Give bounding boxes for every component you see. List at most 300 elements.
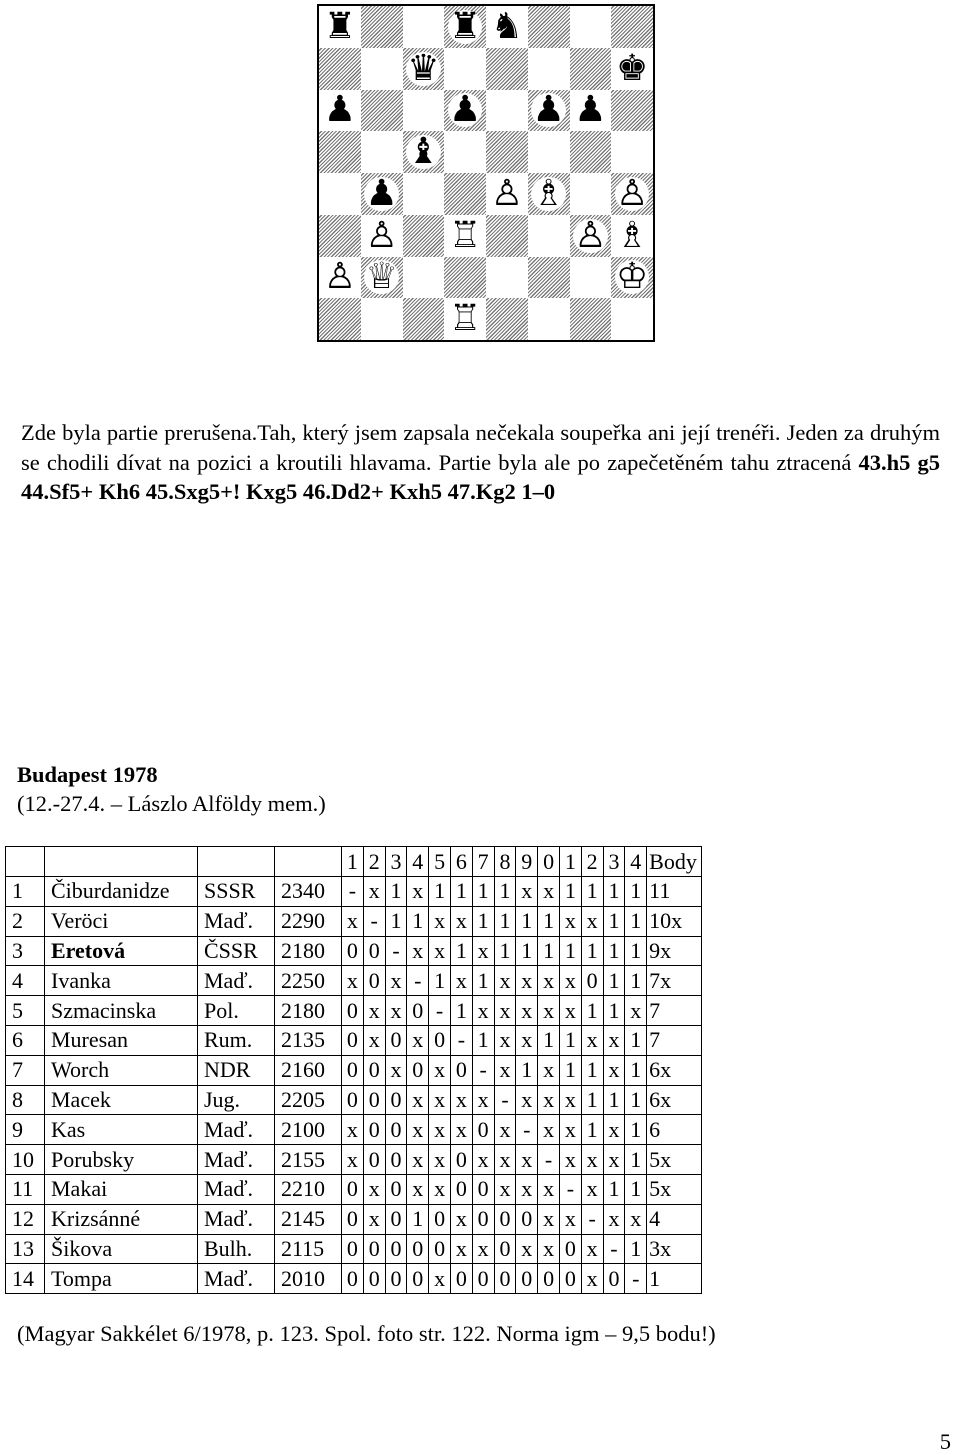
square-h5 (611, 131, 653, 173)
piece-glyph: ♟ (574, 89, 607, 131)
result-cell: 0 (363, 1055, 385, 1085)
square-h6 (611, 90, 653, 132)
result-cell: 0 (494, 1264, 516, 1294)
result-cell: x (538, 1115, 560, 1145)
square-b7 (361, 48, 403, 90)
result-cell: 1 (429, 877, 451, 907)
result-cell: 1 (581, 936, 603, 966)
result-cell: 1 (581, 1085, 603, 1115)
result-cell: - (625, 1264, 647, 1294)
piece-glyph: ♔ (615, 256, 649, 298)
result-cell: 1 (450, 877, 472, 907)
result-cell: x (472, 1234, 494, 1264)
result-cell: 1 (538, 936, 560, 966)
tournament-subtitle: (12.-27.4. – Lászlo Alföldy mem.) (17, 791, 326, 816)
player-name: Veröci (45, 906, 198, 936)
piece-glyph: ♟ (323, 89, 357, 131)
square-c3 (403, 215, 445, 257)
result-cell: 1 (581, 877, 603, 907)
player-number: 2 (6, 906, 45, 936)
player-country: SSSR (198, 877, 275, 907)
piece-glyph: ♜ (448, 5, 482, 47)
square-e5 (486, 131, 528, 173)
result-cell: 0 (472, 1115, 494, 1145)
piece-h7 (611, 48, 653, 90)
player-country: Maď. (198, 1174, 275, 1204)
result-cell: 1 (603, 1174, 625, 1204)
player-points: 3x (647, 1234, 702, 1264)
result-cell: - (472, 1055, 494, 1085)
result-cell: 1 (516, 936, 538, 966)
result-cell: 0 (385, 1204, 407, 1234)
result-cell: 1 (625, 936, 647, 966)
piece-a8 (319, 6, 361, 48)
result-cell: x (342, 1115, 364, 1145)
table-row (6, 1204, 702, 1234)
result-cell: 0 (407, 1234, 429, 1264)
player-number: 8 (6, 1085, 45, 1115)
result-cell: - (342, 877, 364, 907)
result-cell: x (363, 1174, 385, 1204)
result-cell: 0 (450, 1145, 472, 1175)
player-points: 6x (647, 1085, 702, 1115)
chess-diagram (317, 4, 655, 342)
player-country: NDR (198, 1055, 275, 1085)
result-cell: 1 (385, 906, 407, 936)
square-e2 (486, 257, 528, 299)
result-cell: 0 (450, 1174, 472, 1204)
square-b6 (361, 90, 403, 132)
player-country: Maď. (198, 966, 275, 996)
player-rating: 2205 (275, 1085, 342, 1115)
table-row (6, 1234, 702, 1264)
header-round: 1 (342, 847, 364, 877)
square-f5 (528, 131, 570, 173)
table-row (6, 906, 702, 936)
result-cell: x (494, 996, 516, 1026)
result-cell: x (581, 1025, 603, 1055)
result-cell: 0 (363, 1264, 385, 1294)
player-number: 12 (6, 1204, 45, 1234)
piece-d3 (444, 215, 486, 257)
result-cell: 1 (407, 906, 429, 936)
square-c2 (403, 257, 445, 299)
player-rating: 2115 (275, 1234, 342, 1264)
result-cell: 0 (363, 966, 385, 996)
square-h1 (611, 298, 653, 340)
result-cell: x (494, 1025, 516, 1055)
piece-h2 (611, 257, 653, 299)
square-g8 (570, 6, 612, 48)
player-points: 10x (647, 906, 702, 936)
result-cell: 0 (472, 1204, 494, 1234)
player-number: 6 (6, 1025, 45, 1055)
player-country: Maď. (198, 1115, 275, 1145)
result-cell: x (363, 1204, 385, 1234)
header-round: 2 (363, 847, 385, 877)
square-f7 (528, 48, 570, 90)
player-points: 1 (647, 1264, 702, 1294)
result-cell: 0 (342, 1234, 364, 1264)
piece-d8 (444, 6, 486, 48)
result-cell: - (407, 966, 429, 996)
result-cell: 1 (603, 996, 625, 1026)
player-points: 4 (647, 1204, 702, 1234)
header-blank (45, 847, 198, 877)
result-cell: 1 (516, 1055, 538, 1085)
piece-glyph: ♚ (615, 47, 649, 89)
result-cell: x (363, 1025, 385, 1055)
result-cell: 0 (494, 1234, 516, 1264)
player-name: Kas (45, 1115, 198, 1145)
result-cell: x (429, 1085, 451, 1115)
result-cell: x (385, 966, 407, 996)
piece-glyph: ♟ (532, 89, 565, 131)
result-cell: x (450, 1085, 472, 1115)
piece-e8 (486, 6, 528, 48)
result-cell: x (363, 996, 385, 1026)
square-g1 (570, 298, 612, 340)
piece-c7 (403, 48, 445, 90)
result-cell: 1 (581, 996, 603, 1026)
result-cell: x (603, 1145, 625, 1175)
result-cell: 0 (429, 1204, 451, 1234)
result-cell: x (625, 1204, 647, 1234)
result-cell: x (407, 1025, 429, 1055)
result-cell: 0 (363, 1085, 385, 1115)
result-cell: - (538, 1145, 560, 1175)
player-name: Tompa (45, 1264, 198, 1294)
result-cell: x (603, 1115, 625, 1145)
player-name: Macek (45, 1085, 198, 1115)
result-cell: 1 (450, 996, 472, 1026)
result-cell: 0 (538, 1264, 560, 1294)
table-row (6, 1025, 702, 1055)
player-number: 9 (6, 1115, 45, 1145)
result-cell: x (363, 877, 385, 907)
player-name: Krizsánné (45, 1204, 198, 1234)
result-cell: 0 (494, 1204, 516, 1234)
result-cell: 1 (625, 1174, 647, 1204)
square-h8 (611, 6, 653, 48)
result-cell: 1 (385, 877, 407, 907)
header-round: 5 (429, 847, 451, 877)
result-cell: 1 (625, 1085, 647, 1115)
player-number: 3 (6, 936, 45, 966)
square-a7 (319, 48, 361, 90)
result-cell: 0 (342, 1085, 364, 1115)
result-cell: 1 (625, 1145, 647, 1175)
result-cell: x (516, 1174, 538, 1204)
result-cell: x (407, 1115, 429, 1145)
result-cell: - (363, 906, 385, 936)
piece-a2 (319, 257, 361, 299)
result-cell: x (429, 1115, 451, 1145)
result-cell: - (385, 936, 407, 966)
table-row (6, 1085, 702, 1115)
result-cell: x (538, 1085, 560, 1115)
square-a5 (319, 131, 361, 173)
result-cell: 1 (603, 936, 625, 966)
header-round: 3 (385, 847, 407, 877)
player-points: 11 (647, 877, 702, 907)
result-cell: x (538, 1174, 560, 1204)
player-rating: 2145 (275, 1204, 342, 1234)
result-cell: 1 (625, 906, 647, 936)
piece-d1 (444, 298, 486, 340)
player-number: 10 (6, 1145, 45, 1175)
piece-glyph: ♙ (574, 214, 607, 256)
result-cell: x (516, 1145, 538, 1175)
result-cell: x (429, 906, 451, 936)
result-cell: 1 (559, 1025, 581, 1055)
player-rating: 2135 (275, 1025, 342, 1055)
result-cell: 1 (472, 966, 494, 996)
square-f3 (528, 215, 570, 257)
result-cell: 0 (385, 1025, 407, 1055)
result-cell: 0 (342, 1174, 364, 1204)
piece-h3 (611, 215, 653, 257)
result-cell: x (472, 936, 494, 966)
page-number: 5 (939, 1429, 951, 1454)
result-cell: x (603, 1204, 625, 1234)
result-cell: 1 (559, 936, 581, 966)
result-cell: x (516, 996, 538, 1026)
piece-a6 (319, 90, 361, 132)
player-name: Šikova (45, 1234, 198, 1264)
result-cell: 1 (625, 1115, 647, 1145)
result-cell: 0 (559, 1234, 581, 1264)
result-cell: x (516, 1234, 538, 1264)
square-e3 (486, 215, 528, 257)
result-cell: x (625, 996, 647, 1026)
player-name: Čiburdanidze (45, 877, 198, 907)
square-c4 (403, 173, 445, 215)
player-number: 13 (6, 1234, 45, 1264)
result-cell: x (450, 906, 472, 936)
result-cell: 0 (407, 1264, 429, 1294)
table-row (6, 1055, 702, 1085)
player-rating: 2155 (275, 1145, 342, 1175)
table-row (6, 996, 702, 1026)
game-moves: 43.h5 g5 44.Sf5+ Kh6 45.Sxg5+! Kxg5 46.Dd2+ Kxh5 47.Kg2 1–0 (21, 449, 941, 504)
result-cell: 0 (342, 1204, 364, 1234)
header-round: 6 (450, 847, 472, 877)
player-number: 1 (6, 877, 45, 907)
result-cell: 0 (581, 966, 603, 996)
square-b8 (361, 6, 403, 48)
piece-b3 (361, 215, 403, 257)
result-cell: 0 (385, 1115, 407, 1145)
result-cell: 1 (538, 906, 560, 936)
header-blank (198, 847, 275, 877)
result-cell: x (494, 1055, 516, 1085)
result-cell: 0 (385, 1145, 407, 1175)
player-number: 7 (6, 1055, 45, 1085)
result-cell: 1 (603, 906, 625, 936)
player-country: Rum. (198, 1025, 275, 1055)
player-country: Maď. (198, 1204, 275, 1234)
square-g7 (570, 48, 612, 90)
header-blank (275, 847, 342, 877)
player-number: 4 (6, 966, 45, 996)
square-a4 (319, 173, 361, 215)
result-cell: x (472, 996, 494, 1026)
result-cell: 0 (342, 936, 364, 966)
result-cell: x (342, 966, 364, 996)
result-cell: 0 (385, 1174, 407, 1204)
player-name: Eretová (45, 936, 198, 966)
player-points: 6x (647, 1055, 702, 1085)
result-cell: x (559, 1115, 581, 1145)
player-name: Makai (45, 1174, 198, 1204)
result-cell: 1 (516, 906, 538, 936)
result-cell: 1 (538, 1025, 560, 1055)
result-cell: 0 (603, 1264, 625, 1294)
piece-glyph: ♛ (407, 47, 440, 89)
table-row (6, 1115, 702, 1145)
result-cell: 1 (472, 1025, 494, 1055)
table-row (6, 1264, 702, 1294)
table-row (6, 877, 702, 907)
player-number: 14 (6, 1264, 45, 1294)
result-cell: 0 (516, 1204, 538, 1234)
piece-glyph: ♕ (365, 256, 398, 298)
result-cell: 0 (363, 1115, 385, 1145)
player-points: 5x (647, 1174, 702, 1204)
result-cell: x (559, 966, 581, 996)
result-cell: 1 (603, 877, 625, 907)
result-cell: x (407, 1145, 429, 1175)
result-cell: x (559, 906, 581, 936)
result-cell: x (559, 1085, 581, 1115)
tournament-title: Budapest 1978 (17, 762, 158, 787)
result-cell: 1 (559, 877, 581, 907)
player-name: Porubsky (45, 1145, 198, 1175)
player-name: Szmacinska (45, 996, 198, 1026)
result-cell: 1 (581, 1055, 603, 1085)
piece-glyph: ♞ (490, 5, 524, 47)
player-rating: 2250 (275, 966, 342, 996)
square-b5 (361, 131, 403, 173)
result-cell: x (450, 1234, 472, 1264)
result-cell: 1 (581, 1115, 603, 1145)
crosstable (5, 846, 702, 1294)
piece-e4 (486, 173, 528, 215)
result-cell: x (581, 1174, 603, 1204)
result-cell: x (538, 877, 560, 907)
result-cell: 1 (603, 966, 625, 996)
result-cell: x (581, 1234, 603, 1264)
piece-glyph: ♙ (490, 172, 524, 214)
result-cell: x (472, 1085, 494, 1115)
player-rating: 2010 (275, 1264, 342, 1294)
square-d2 (444, 257, 486, 299)
result-cell: - (559, 1174, 581, 1204)
result-cell: 0 (342, 996, 364, 1026)
player-name: Ivanka (45, 966, 198, 996)
table-row (6, 966, 702, 996)
square-f1 (528, 298, 570, 340)
result-cell: x (538, 1204, 560, 1234)
table-row (6, 1174, 702, 1204)
result-cell: 0 (363, 1145, 385, 1175)
header-blank (6, 847, 45, 877)
result-cell: - (603, 1234, 625, 1264)
crosstable-header (6, 847, 702, 877)
result-cell: x (342, 1145, 364, 1175)
result-cell: x (581, 1145, 603, 1175)
player-country: Maď. (198, 1145, 275, 1175)
square-g2 (570, 257, 612, 299)
player-number: 11 (6, 1174, 45, 1204)
square-f8 (528, 6, 570, 48)
header-points: Body (647, 847, 702, 877)
result-cell: 0 (407, 1055, 429, 1085)
result-cell: 0 (342, 1264, 364, 1294)
player-rating: 2100 (275, 1115, 342, 1145)
piece-f6 (528, 90, 570, 132)
result-cell: x (581, 1264, 603, 1294)
player-country: Jug. (198, 1085, 275, 1115)
player-points: 7 (647, 996, 702, 1026)
result-cell: 1 (625, 1055, 647, 1085)
result-cell: x (450, 966, 472, 996)
result-cell: 0 (385, 1234, 407, 1264)
player-country: Bulh. (198, 1234, 275, 1264)
square-a3 (319, 215, 361, 257)
player-points: 9x (647, 936, 702, 966)
result-cell: x (516, 1085, 538, 1115)
result-cell: x (385, 1055, 407, 1085)
result-cell: 0 (450, 1264, 472, 1294)
header-round: 0 (538, 847, 560, 877)
result-cell: - (516, 1115, 538, 1145)
result-cell: 0 (363, 936, 385, 966)
result-cell: x (559, 996, 581, 1026)
result-cell: x (538, 1055, 560, 1085)
square-c8 (403, 6, 445, 48)
result-cell: x (407, 936, 429, 966)
result-cell: x (450, 1204, 472, 1234)
square-b1 (361, 298, 403, 340)
piece-b4 (361, 173, 403, 215)
result-cell: x (429, 1264, 451, 1294)
piece-b2 (361, 257, 403, 299)
piece-glyph: ♝ (407, 131, 440, 173)
piece-glyph: ♙ (365, 214, 398, 256)
result-cell: x (516, 966, 538, 996)
result-cell: x (472, 1145, 494, 1175)
square-e7 (486, 48, 528, 90)
result-cell: 1 (472, 906, 494, 936)
result-cell: x (494, 1115, 516, 1145)
result-cell: x (516, 877, 538, 907)
result-cell: 0 (342, 1055, 364, 1085)
player-number: 5 (6, 996, 45, 1026)
result-cell: 1 (625, 966, 647, 996)
result-cell: 0 (385, 1264, 407, 1294)
piece-d6 (444, 90, 486, 132)
result-cell: x (559, 1204, 581, 1234)
result-cell: x (450, 1115, 472, 1145)
square-e1 (486, 298, 528, 340)
square-g4 (570, 173, 612, 215)
player-rating: 2180 (275, 936, 342, 966)
result-cell: x (429, 936, 451, 966)
result-cell: 0 (363, 1234, 385, 1264)
piece-g6 (570, 90, 612, 132)
